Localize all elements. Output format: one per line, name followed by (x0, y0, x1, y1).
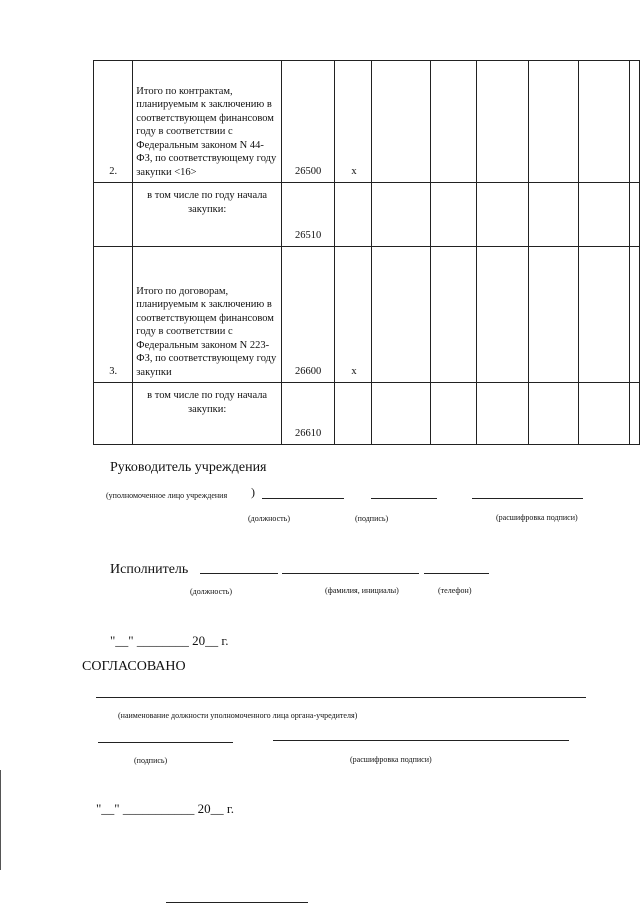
head-sign-label: (подпись) (355, 514, 389, 523)
head-position-label: (должность) (248, 514, 290, 523)
table-row (94, 383, 640, 445)
agreed-decode-line (273, 740, 569, 741)
scan-margin-mark (0, 770, 1, 870)
executor-title: Исполнитель (110, 562, 189, 577)
row-description: в том числе по году начала закупки: (133, 383, 282, 445)
agreed-sign-label: (подпись) (134, 756, 168, 765)
executor-position-line (200, 573, 278, 574)
table-cell (579, 247, 630, 383)
table-cell (630, 183, 640, 247)
table-cell (430, 61, 476, 183)
row-description: Итого по договорам, планируемым к заключению в соответствующем финансовом году в соответствии с Федеральным законом N 223-ФЗ, по соответствующему году закупки (133, 247, 282, 383)
row-x-mark (335, 383, 372, 445)
executor-name-label: (фамилия, инициалы) (325, 586, 399, 595)
table-row (94, 183, 640, 247)
table-cell (476, 247, 529, 383)
plan-table (93, 60, 640, 445)
head-decode-label: (расшифровка подписи) (496, 513, 578, 522)
table-cell (476, 383, 529, 445)
row-code: 26500 (281, 61, 334, 183)
row-number: 3. (94, 247, 133, 383)
agreed-sign-line (98, 742, 233, 743)
table-cell (529, 247, 579, 383)
head-sign-line (371, 498, 437, 499)
table-cell (579, 61, 630, 183)
table-cell (476, 183, 529, 247)
row-number (94, 383, 133, 445)
row-code: 26600 (281, 247, 334, 383)
table-cell (579, 183, 630, 247)
table-cell (630, 383, 640, 445)
row-x-mark: x (335, 247, 372, 383)
table-row (94, 61, 640, 183)
table-cell (372, 183, 431, 247)
row-description: в том числе по году начала закупки: (133, 183, 282, 247)
table-cell (529, 383, 579, 445)
row-x-mark (335, 183, 372, 247)
agreed-title: СОГЛАСОВАНО (82, 659, 186, 674)
row-description: Итого по контрактам, планируемым к заключению в соответствующем финансовом году в соответствии с Федеральным законом N 44-ФЗ, по соответствующему году закупки <16> (133, 61, 282, 183)
row-x-mark: x (335, 61, 372, 183)
table-cell (529, 61, 579, 183)
row-code: 26510 (281, 183, 334, 247)
executor-phone-label: (телефон) (438, 586, 472, 595)
table-cell (372, 247, 431, 383)
row-code: 26610 (281, 383, 334, 445)
agreed-position-label: (наименование должности уполномоченного лица органа-учредителя) (118, 711, 358, 720)
executor-position-label: (должность) (190, 587, 232, 596)
agreed-decode-label: (расшифровка подписи) (350, 755, 432, 764)
date-line-1: "__" ________ 20__ г. (110, 633, 229, 648)
bottom-line (166, 902, 308, 903)
table-cell (372, 61, 431, 183)
table-cell (430, 383, 476, 445)
table-cell (630, 61, 640, 183)
authorized-label: (уполномоченное лицо учреждения (106, 491, 228, 500)
table-cell (476, 61, 529, 183)
table-cell (529, 183, 579, 247)
date-line-2: "__" ___________ 20__ г. (96, 801, 234, 816)
table-cell (372, 383, 431, 445)
executor-name-line (282, 573, 419, 574)
head-decode-line (472, 498, 583, 499)
table-cell (630, 247, 640, 383)
close-paren: ) (251, 485, 255, 499)
table-row (94, 247, 640, 383)
head-title: Руководитель учреждения (110, 460, 267, 475)
row-number: 2. (94, 61, 133, 183)
head-position-line (262, 498, 344, 499)
agreed-position-line (96, 697, 586, 698)
table-cell (579, 383, 630, 445)
table-cell (430, 247, 476, 383)
table-cell (430, 183, 476, 247)
row-number (94, 183, 133, 247)
executor-phone-line (424, 573, 489, 574)
